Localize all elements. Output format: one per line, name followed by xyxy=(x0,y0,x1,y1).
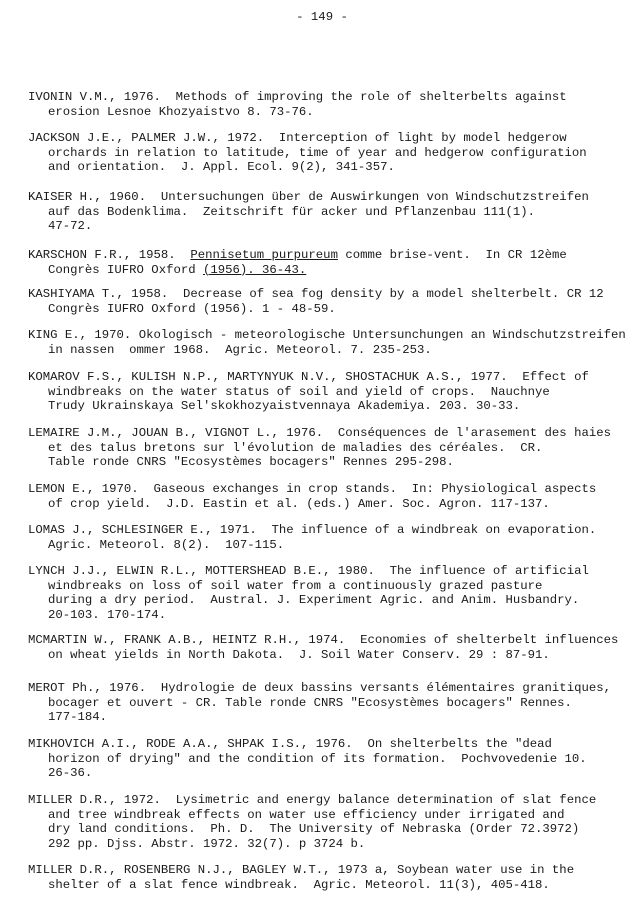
reference-text: JACKSON J.E., PALMER J.W., 1972. Interception of light by model hedgerow xyxy=(28,131,567,145)
reference-line xyxy=(28,263,567,278)
reference-text: et des talus bretons sur l'évolution de maladies des céréales. CR. xyxy=(48,440,543,455)
reference-text: windbreaks on loss of soil water from a continuously grazed pasture xyxy=(48,578,543,593)
reference-line xyxy=(28,579,589,594)
reference-line xyxy=(28,205,589,220)
reference-line xyxy=(28,633,618,648)
reference-text: LYNCH J.J., ELWIN R.L., MOTTERSHEAD B.E., 1980. The influence of artificial xyxy=(28,564,589,578)
reference-line xyxy=(28,146,587,161)
reference-entry xyxy=(28,370,589,414)
reference-line xyxy=(28,681,611,696)
reference-entry xyxy=(28,863,574,892)
reference-text: Congrès IUFRO Oxford (1956). 1 - 48-59. xyxy=(48,301,336,316)
reference-line xyxy=(28,399,589,414)
reference-line xyxy=(28,793,596,808)
reference-text: MEROT Ph., 1976. Hydrologie de deux bassins versants élémentaires granitiques, xyxy=(28,681,611,695)
reference-line xyxy=(28,593,589,608)
reference-text: orchards in relation to latitude, time of year and hedgerow configuration xyxy=(48,145,587,160)
reference-text: and orientation. J. Appl. Ecol. 9(2), 341-357. xyxy=(48,160,395,175)
reference-text: horizon of drying" and the condition of its formation. Pochvovedenie 10. xyxy=(48,751,587,766)
reference-entry xyxy=(28,564,589,622)
reference-text: 20-103. 170-174. xyxy=(48,607,167,622)
reference-line xyxy=(28,455,611,470)
reference-line xyxy=(28,863,574,878)
reference-text: KOMAROV F.S., KULISH N.P., MARTYNYUK N.V., SHOSTACHUK A.S., 1977. Effect of xyxy=(28,370,589,384)
reference-text: windbreaks on the water status of soil and yield of crops. Nauchnye xyxy=(48,384,550,399)
reference-line xyxy=(28,343,626,358)
reference-text: KAISER H., 1960. Untersuchungen über de Auswirkungen von Windschutzstreifen xyxy=(28,190,589,204)
reference-entry xyxy=(28,190,589,234)
reference-entry xyxy=(28,328,626,357)
reference-text: KASHIYAMA T., 1958. Decrease of sea fog density by a model shelterbelt. CR 12 xyxy=(28,287,604,301)
reference-line xyxy=(28,710,611,725)
reference-line xyxy=(28,248,567,263)
reference-line xyxy=(28,822,596,837)
reference-entry xyxy=(28,287,604,316)
reference-entry xyxy=(28,793,596,851)
reference-line xyxy=(28,385,589,400)
reference-text: Agric. Meteorol. 8(2). 107-115. xyxy=(48,537,285,552)
reference-text: LOMAS J., SCHLESINGER E., 1971. The influence of a windbreak on evaporation. xyxy=(28,523,597,537)
reference-entry xyxy=(28,633,618,662)
reference-line xyxy=(28,766,587,781)
reference-line xyxy=(28,564,589,579)
reference-line xyxy=(28,482,596,497)
reference-text: Table ronde CNRS "Ecosystèmes bocagers" Rennes 295-298. xyxy=(48,455,454,470)
reference-line xyxy=(28,808,596,823)
reference-line xyxy=(28,302,604,317)
reference-text: LEMON E., 1970. Gaseous exchanges in crop stands. In: Physiological aspects xyxy=(28,482,597,496)
reference-line xyxy=(28,441,611,456)
reference-entry xyxy=(28,131,587,175)
reference-text: bocager et ouvert - CR. Table ronde CNRS "Ecosystèmes bocagers" Rennes. xyxy=(48,695,572,710)
reference-entry xyxy=(28,737,587,781)
reference-text: on wheat yields in North Dakota. J. Soil Water Conserv. 29 : 87-91. xyxy=(48,647,550,662)
reference-line xyxy=(28,287,604,302)
underlined-text: Pennisetum purpureum xyxy=(190,248,338,262)
reference-entry xyxy=(28,426,611,470)
reference-text: and tree windbreak effects on water use efficiency under irrigated and xyxy=(48,807,565,822)
reference-text: LEMAIRE J.M., JOUAN B., VIGNOT L., 1976. Conséquences de l'arasement des haies xyxy=(28,426,611,440)
reference-line xyxy=(28,90,567,105)
reference-text: IVONIN V.M., 1976. Methods of improving the role of shelterbelts against xyxy=(28,90,567,104)
reference-text: MIKHOVICH A.I., RODE A.A., SHPAK I.S., 1976. On shelterbelts the "dead xyxy=(28,737,552,751)
reference-line xyxy=(28,538,596,553)
reference-text: 26-36. xyxy=(48,766,93,781)
reference-line xyxy=(28,160,587,175)
reference-line xyxy=(28,696,611,711)
reference-text: MILLER D.R., 1972. Lysimetric and energy balance determination of slat fence xyxy=(28,793,597,807)
reference-line xyxy=(28,608,589,623)
reference-line xyxy=(28,497,596,512)
reference-line xyxy=(28,328,626,343)
reference-line xyxy=(28,190,589,205)
reference-line xyxy=(28,648,618,663)
reference-text: 177-184. xyxy=(48,710,108,725)
reference-text: Trudy Ukrainskaya Sel'skokhozyaistvennaya Akademiya. 203. 30-33. xyxy=(48,399,521,414)
reference-entry xyxy=(28,681,611,725)
reference-text: dry land conditions. Ph. D. The University of Nebraska (Order 72.3972) xyxy=(48,822,580,837)
reference-text: MCMARTIN W., FRANK A.B., HEINTZ R.H., 1974. Economies of shelterbelt influences xyxy=(28,633,619,647)
reference-line xyxy=(28,523,596,538)
reference-line xyxy=(28,370,589,385)
reference-text: auf das Bodenklima. Zeitschrift für acker und Pflanzenbau 111(1). xyxy=(48,204,536,219)
reference-text: 47-72. xyxy=(48,219,93,234)
reference-text: 292 pp. Djss. Abstr. 1972. 32(7). p 3724 b. xyxy=(48,836,366,851)
reference-text: in nassen ommer 1968. Agric. Meteorol. 7. 235-253. xyxy=(48,342,432,357)
page-number: - 149 - xyxy=(296,10,348,24)
reference-entry xyxy=(28,482,596,511)
reference-entry xyxy=(28,90,567,119)
reference-text: shelter of a slat fence windbreak. Agric. Meteorol. 11(3), 405-418. xyxy=(48,877,550,892)
reference-text: KARSCHON F.R., 1958. xyxy=(28,248,191,262)
reference-line xyxy=(28,737,587,752)
underlined-text: (1956). 36-43. xyxy=(202,262,307,277)
reference-text: during a dry period. Austral. J. Experiment Agric. and Anim. Husbandry. xyxy=(48,593,580,608)
reference-line xyxy=(28,752,587,767)
reference-line xyxy=(28,837,596,852)
reference-text: comme brise-vent. In CR 12ème xyxy=(337,248,567,262)
reference-line xyxy=(28,105,567,120)
reference-text: Congrès IUFRO Oxford xyxy=(48,262,203,277)
reference-line xyxy=(28,131,587,146)
reference-text: MILLER D.R., ROSENBERG N.J., BAGLEY W.T., 1973 a, Soybean water use in the xyxy=(28,863,575,877)
reference-line xyxy=(28,219,589,234)
reference-entry xyxy=(28,248,567,277)
reference-line xyxy=(28,426,611,441)
reference-line xyxy=(28,878,574,893)
reference-text: KING E., 1970. Okologisch - meteorologische Untersunchungen an Windschutzstreifen xyxy=(28,328,626,342)
reference-entry xyxy=(28,523,596,552)
reference-text: of crop yield. J.D. Eastin et al. (eds.) Amer. Soc. Agron. 117-137. xyxy=(48,496,550,511)
reference-text: erosion Lesnoe Khozyaistvo 8. 73-76. xyxy=(48,104,314,119)
